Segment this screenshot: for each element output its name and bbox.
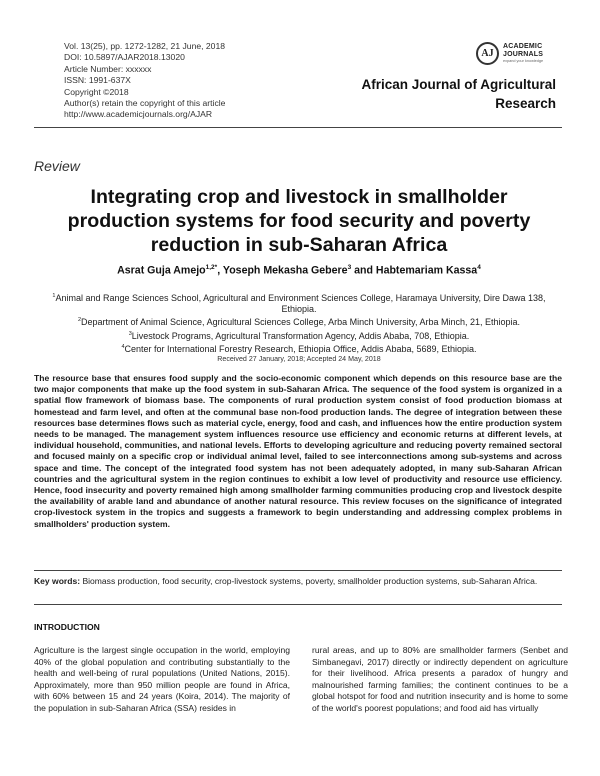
header-rule bbox=[34, 127, 562, 128]
affiliations bbox=[40, 291, 558, 355]
journal-url-link[interactable]: http://www.academicjournals.org/AJAR bbox=[64, 109, 213, 120]
received-accepted-dates: Received 27 January, 2018; Accepted 24 May, 2018 bbox=[217, 355, 381, 363]
keywords bbox=[34, 576, 562, 587]
article-type: Review bbox=[34, 158, 80, 174]
author-affiliation-mark: 3 bbox=[347, 264, 352, 271]
author-separator: , bbox=[217, 264, 223, 277]
introduction-heading: INTRODUCTION bbox=[34, 622, 100, 632]
introduction-column-right: rural areas, and up to 80% are smallholder farmers (Senbet and Simbanegavi, 2017) directly or indirectly dependent on agriculture for their livelihood. Africa presents a paradox of hungry and malnourished farming families; the continent continues to be a global hotspot for food and nutrition insecurity and is home to some of the world's poorest populations; and food aid has virtually bbox=[312, 645, 568, 713]
logo-tagline: expand your knowledge bbox=[503, 59, 544, 63]
keywords-bottom-rule bbox=[34, 604, 562, 605]
keywords-text: Biomass production, food security, crop-livestock systems, poverty, smallholder production systems, sub-Saharan Africa. bbox=[82, 576, 538, 586]
journal-name bbox=[336, 76, 556, 113]
author-affiliation-mark: 1,2* bbox=[205, 264, 218, 271]
affiliation-number: 3 bbox=[128, 330, 132, 337]
author-affiliation-mark: 4 bbox=[477, 264, 481, 271]
affiliation-item bbox=[40, 315, 558, 328]
author-name: Habtemariam Kassa bbox=[375, 264, 478, 277]
keywords-label: Key words: bbox=[34, 576, 81, 586]
journal-name-line1: African Journal of Agricultural bbox=[361, 77, 556, 92]
logo-line1: ACADEMIC bbox=[503, 43, 543, 50]
article-metadata bbox=[64, 41, 324, 121]
author-list bbox=[40, 264, 558, 277]
abstract-text: The resource base that ensures food supply and the socio-economic component which depends on this resource base are the two major components that make up the food system in sub-Saharan Africa. The sequence of the food system is organized in a spatial flow framework of biomass base. The components of rural production system consist of food production biomass at homestead and farm level, and often at the communal base non-food production lands. The degree of integration between these resources base determines flows such as material cycle, energy, food and cash, and influences how the entire production system needs to be managed. The management system influences resource use efficiency and economic returns at different levels, at individual household, communities, and national levels. Efforts to developing agriculture and reducing poverty remained sectoral and focused mainly on a specific crop or individual animal level, failed to see interconnections among sub-systems and across space and time. The concept of the integrated food system has not been adequately adopted, in many sub-Saharan African countries and the agricultural system in the region continues to exhibit a low level of productivity and resource use efficiency. Hence, food insecurity and poverty remained high among smallholder farming communities producing crop and livestock despite the availability of arable land and abundance of another natural resource. This review focuses on the significance of integrated crop-livestock system in the tropics and suggests a framework to begin understanding and addressing complex problems in smallholders' production system. bbox=[34, 373, 562, 529]
affiliation-item bbox=[40, 342, 558, 355]
affiliation-text: Animal and Range Sciences School, Agricultural and Environment Sciences College, Haramaya University, Dire Dawa 138, Ethiopia. bbox=[55, 293, 546, 315]
affiliation-text: Center for International Forestry Research, Ethiopia Office, Addis Ababa, 5689, Ethiopia. bbox=[124, 343, 477, 354]
journal-name-line2: Research bbox=[495, 95, 556, 111]
publisher-logo bbox=[476, 42, 543, 65]
affiliation-number: 2 bbox=[77, 317, 81, 324]
author-name: Asrat Guja Amejo bbox=[117, 264, 206, 277]
meta-line: ISSN: 1991-637X bbox=[64, 75, 131, 86]
affiliation-item bbox=[40, 291, 558, 315]
meta-line: Copyright ©2018 bbox=[64, 86, 129, 97]
meta-line: DOI: 10.5897/AJAR2018.13020 bbox=[64, 52, 185, 63]
meta-line: Vol. 13(25), pp. 1272-1282, 21 June, 2018 bbox=[64, 41, 226, 51]
logo-line2: JOURNALS bbox=[503, 51, 544, 58]
introduction-column-left: Agriculture is the largest single occupation in the world, employing 40% of the global population and contributing substantially to the health and well-being of rural populations (United Nations, 2015). Approximately, more than 950 million people are found in Africa, with 60% between 15 and 24 years (Koira, 2014). The majority of the population in sub-Saharan Africa (SSA) resides in bbox=[34, 645, 290, 713]
affiliation-item bbox=[40, 329, 558, 342]
article-title: Integrating crop and livestock in smallholder production systems for food security and poverty reduction in sub-Saharan Africa bbox=[67, 186, 531, 256]
affiliation-text: Livestock Programs, Agricultural Transformation Agency, Addis Ababa, 708, Ethiopia. bbox=[131, 330, 470, 341]
author-name: Yoseph Mekasha Gebere bbox=[222, 264, 348, 277]
author-separator: and bbox=[351, 264, 376, 277]
affiliation-number: 4 bbox=[121, 343, 125, 350]
logo-wordmark bbox=[503, 43, 543, 64]
keywords-top-rule bbox=[34, 570, 562, 571]
meta-line: Article Number: xxxxxx bbox=[64, 63, 152, 74]
affiliation-number: 1 bbox=[52, 293, 56, 299]
meta-line: Author(s) retain the copyright of this article bbox=[64, 98, 226, 109]
affiliation-text: Department of Animal Science, Agricultural Sciences College, Arba Minch University, Arba Minch, 21, Ethiopia. bbox=[81, 317, 521, 328]
logo-initials-icon: AJ bbox=[476, 42, 499, 65]
